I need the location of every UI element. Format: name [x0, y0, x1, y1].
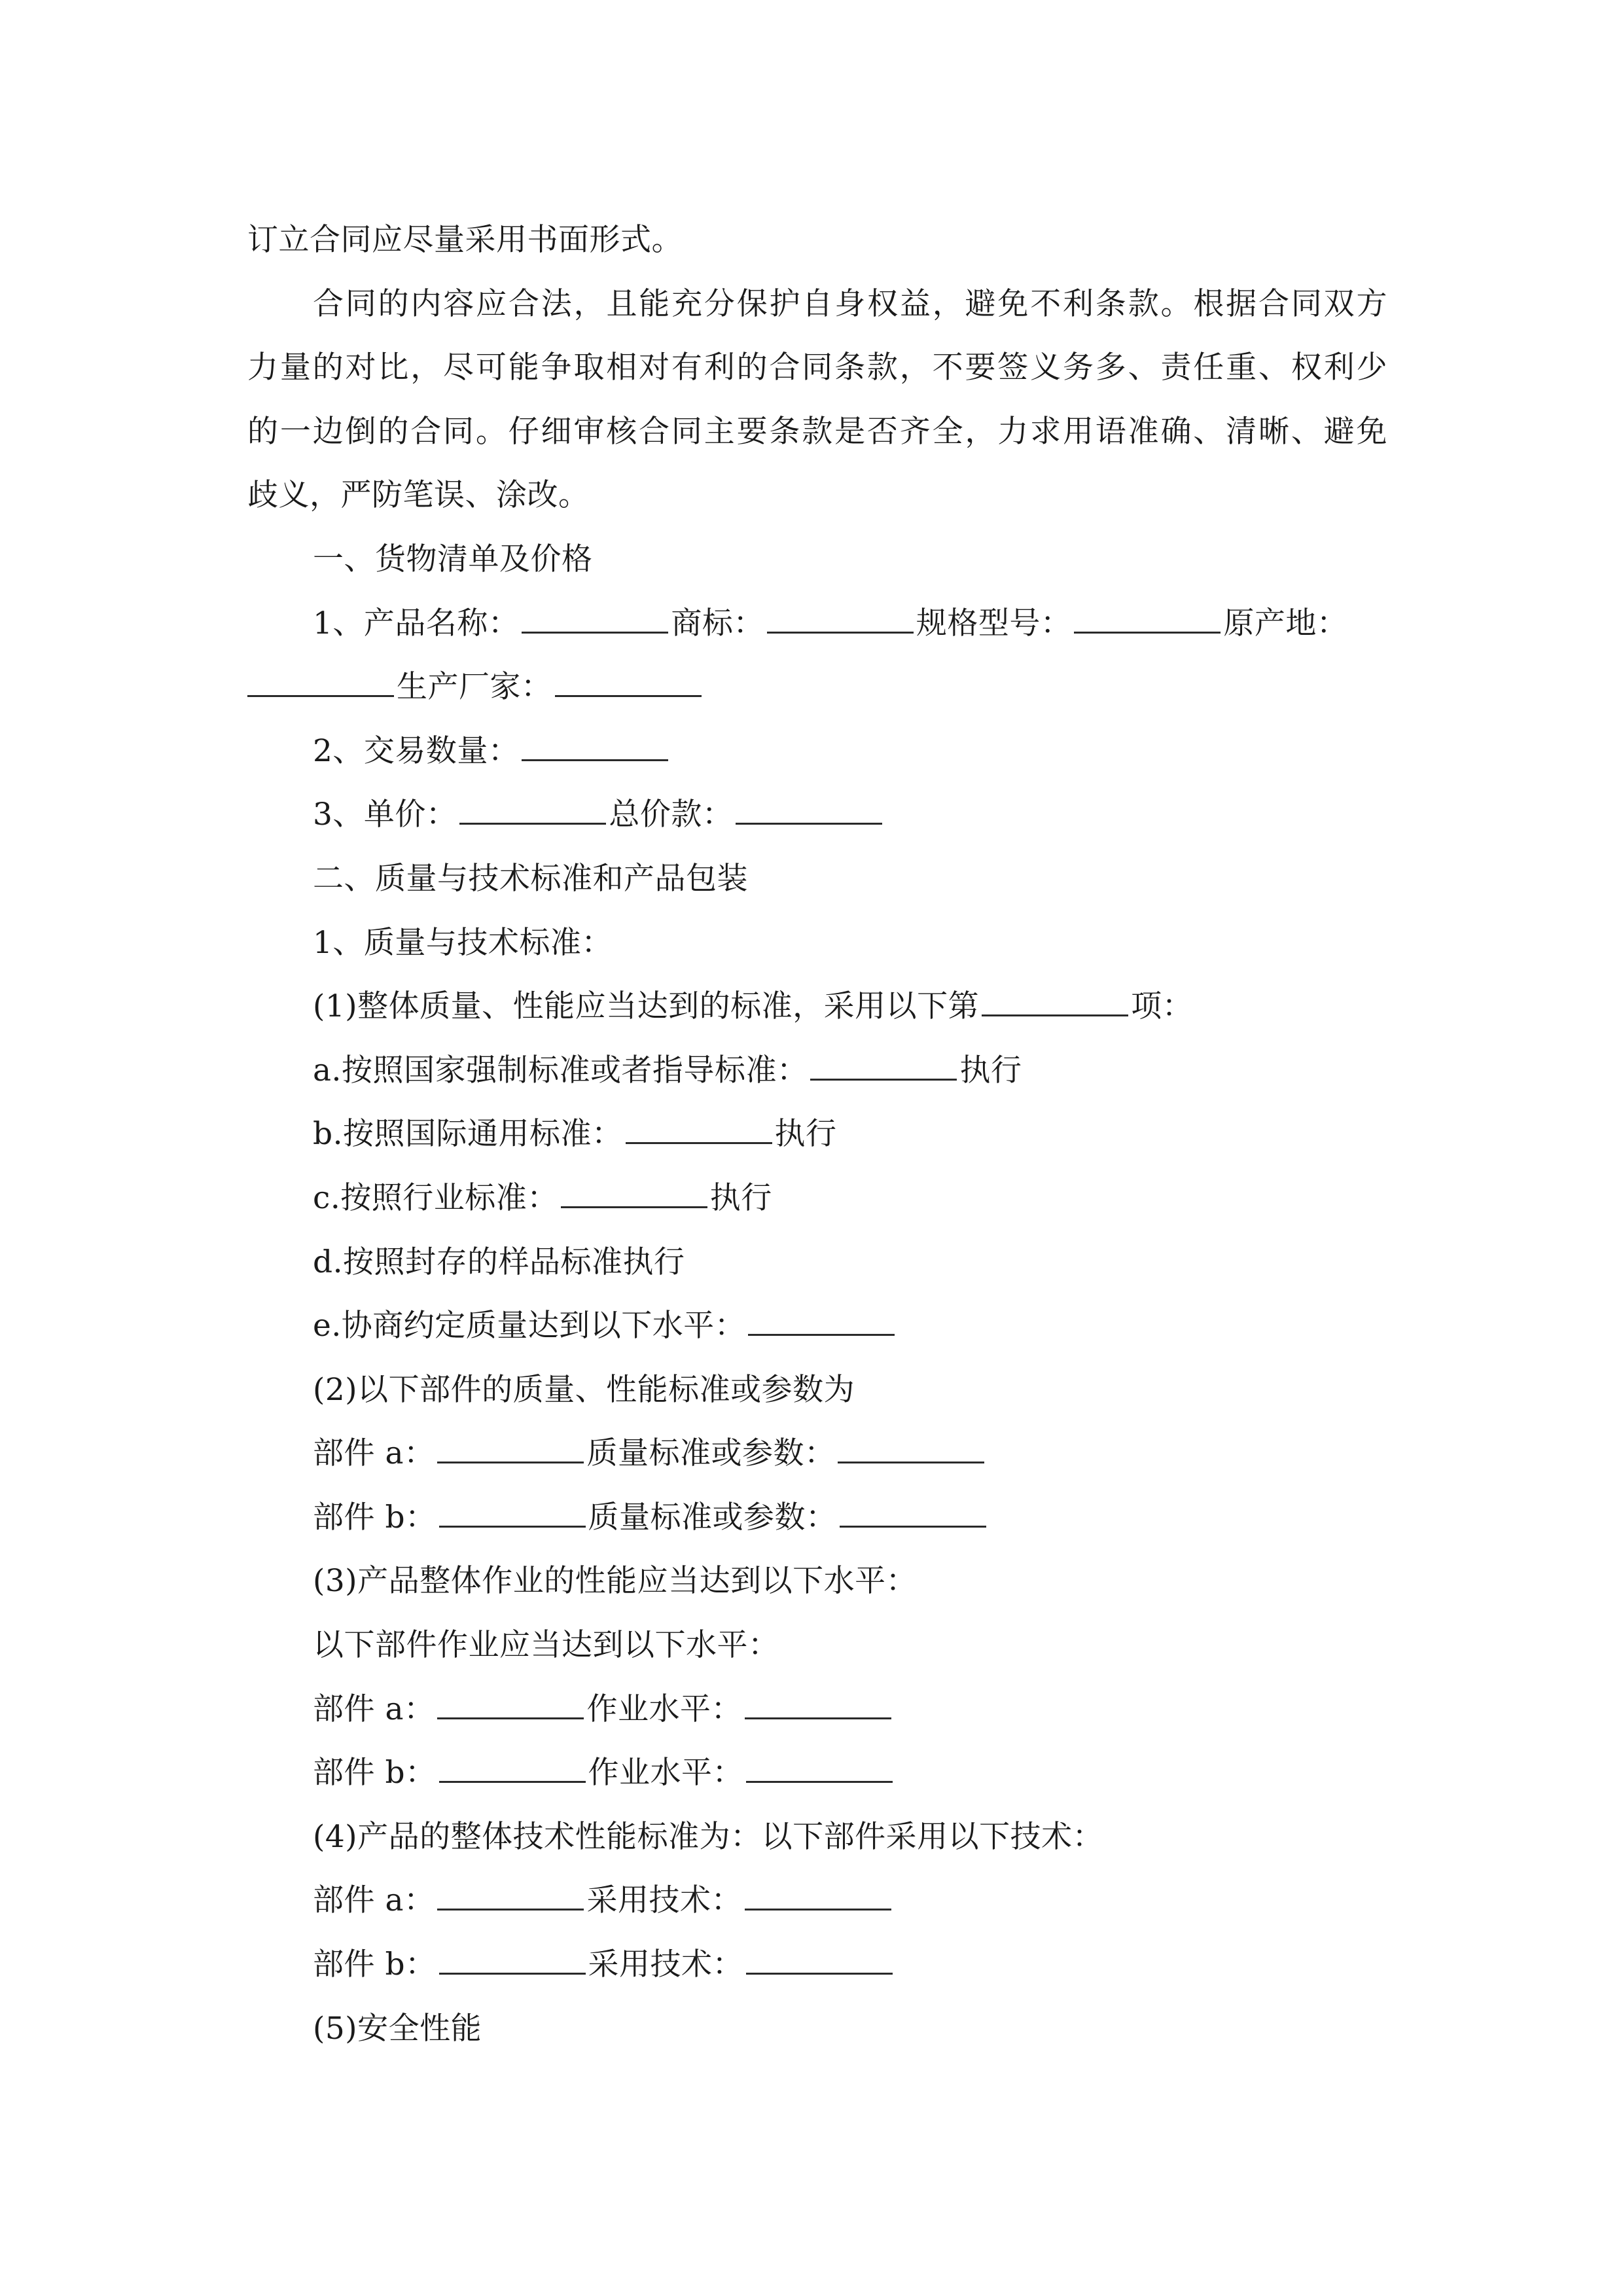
fill-blank[interactable] — [746, 1755, 893, 1783]
text: 歧义，严防笔误、涂改。 — [247, 477, 590, 514]
fill-blank[interactable] — [439, 1499, 586, 1528]
text: 的一边倒的合同。仔细审核合同主要条款是否齐全，力求用语准确、清晰、避免 — [247, 413, 1387, 450]
fill-blank[interactable] — [437, 1882, 584, 1910]
label: 质量标准或参数： — [588, 1499, 837, 1535]
label: 部件 a： — [313, 1691, 435, 1727]
fill-blank[interactable] — [437, 1435, 584, 1463]
subsection-heading — [247, 1997, 1387, 2061]
form-line — [247, 1869, 1387, 1933]
fill-blank[interactable] — [522, 733, 668, 761]
label: b.按照国际通用标准： — [313, 1116, 623, 1153]
label: 以下部件作业应当达到以下水平： — [313, 1627, 779, 1664]
fill-blank[interactable] — [982, 988, 1128, 1016]
form-line — [247, 975, 1387, 1039]
form-line — [247, 1294, 1387, 1358]
fill-blank[interactable] — [736, 797, 882, 825]
fill-blank[interactable] — [810, 1052, 957, 1081]
label: 采用技术： — [586, 1882, 742, 1919]
text: 二、质量与技术标准和产品包装 — [313, 860, 748, 897]
form-line — [247, 1039, 1387, 1103]
fill-blank[interactable] — [247, 669, 394, 697]
subsection-heading — [247, 911, 1387, 975]
fill-blank[interactable] — [555, 669, 702, 697]
text: 力量的对比，尽可能争取相对有利的合同条款，不要签义务多、责任重、权利少 — [247, 350, 1387, 386]
label: a.按照国家强制标准或者指导标准： — [313, 1052, 808, 1088]
label: 生产厂家： — [397, 669, 552, 706]
label: 部件 a： — [313, 1882, 435, 1919]
label: 部件 b： — [313, 1499, 437, 1535]
label: 执行 — [959, 1052, 1022, 1088]
fill-blank[interactable] — [1074, 605, 1221, 634]
label: 执行 — [709, 1179, 772, 1216]
label: 作业水平： — [586, 1691, 742, 1727]
fill-blank[interactable] — [439, 1946, 586, 1975]
fill-blank[interactable] — [748, 1308, 895, 1336]
fill-blank[interactable] — [626, 1116, 772, 1144]
label: 商标： — [671, 605, 764, 641]
form-line — [247, 1613, 1387, 1677]
fill-blank[interactable] — [838, 1435, 984, 1463]
fill-blank[interactable] — [840, 1499, 986, 1528]
form-line — [247, 592, 1387, 656]
form-line — [247, 719, 1387, 783]
fill-blank[interactable] — [746, 1946, 893, 1975]
label: 部件 a： — [313, 1435, 435, 1472]
fill-blank[interactable] — [439, 1755, 586, 1783]
label: 质量标准或参数： — [586, 1435, 836, 1472]
paragraph-line — [247, 463, 1387, 528]
subsection-heading — [247, 1358, 1387, 1422]
subsection-heading — [247, 1549, 1387, 1613]
paragraph-line — [247, 336, 1387, 400]
fill-blank[interactable] — [522, 605, 668, 634]
label: (1)整体质量、性能应当达到的标准，采用以下第 — [313, 988, 980, 1025]
fill-blank[interactable] — [745, 1691, 891, 1719]
section-heading — [247, 528, 1387, 592]
form-line — [247, 1486, 1387, 1550]
label: 规格型号： — [916, 605, 1072, 641]
text: (5)安全性能 — [313, 2010, 482, 2047]
fill-blank[interactable] — [561, 1180, 707, 1208]
text: (2)以下部件的质量、性能标准或参数为 — [313, 1371, 855, 1408]
form-line — [247, 1933, 1387, 1997]
form-line — [247, 1230, 1387, 1295]
label: 总价款： — [609, 797, 734, 833]
label: 作业水平： — [588, 1755, 744, 1791]
paragraph-line — [247, 272, 1387, 336]
fill-blank[interactable] — [767, 605, 914, 634]
text: 1、质量与技术标准： — [313, 924, 613, 961]
form-line — [247, 1677, 1387, 1742]
text: (4)产品的整体技术性能标准为：以下部件采用以下技术： — [313, 1818, 1104, 1855]
form-line — [247, 1422, 1387, 1486]
fill-blank[interactable] — [459, 797, 606, 825]
label: 部件 b： — [313, 1755, 437, 1791]
label: 执行 — [774, 1116, 837, 1153]
section-heading — [247, 847, 1387, 911]
fill-blank[interactable] — [437, 1691, 584, 1719]
text: 订立合同应尽量采用书面形式。 — [247, 222, 683, 258]
subsection-heading — [247, 1805, 1387, 1869]
label: d.按照封存的样品标准执行 — [313, 1244, 685, 1280]
form-line — [247, 1741, 1387, 1805]
text: 一、货物清单及价格 — [313, 541, 593, 577]
label: 采用技术： — [588, 1946, 744, 1983]
label: 2、交易数量： — [313, 732, 520, 769]
form-line — [247, 655, 1387, 719]
text: 合同的内容应合法，且能充分保护自身权益，避免不利条款。根据合同双方 — [313, 285, 1387, 322]
form-line — [247, 1102, 1387, 1166]
label: e.协商约定质量达到以下水平： — [313, 1308, 746, 1344]
document-body — [247, 208, 1387, 2060]
form-line — [247, 783, 1387, 847]
label: c.按照行业标准： — [313, 1179, 558, 1216]
paragraph-line — [247, 400, 1387, 464]
label: 3、单价： — [313, 797, 457, 833]
paragraph-line — [247, 208, 1387, 272]
form-line — [247, 1166, 1387, 1230]
label: 原产地： — [1223, 605, 1348, 641]
label: 项： — [1131, 988, 1194, 1025]
label: 部件 b： — [313, 1946, 437, 1983]
fill-blank[interactable] — [745, 1882, 891, 1910]
text: (3)产品整体作业的性能应当达到以下水平： — [313, 1563, 918, 1600]
label: 1、产品名称： — [313, 605, 520, 641]
